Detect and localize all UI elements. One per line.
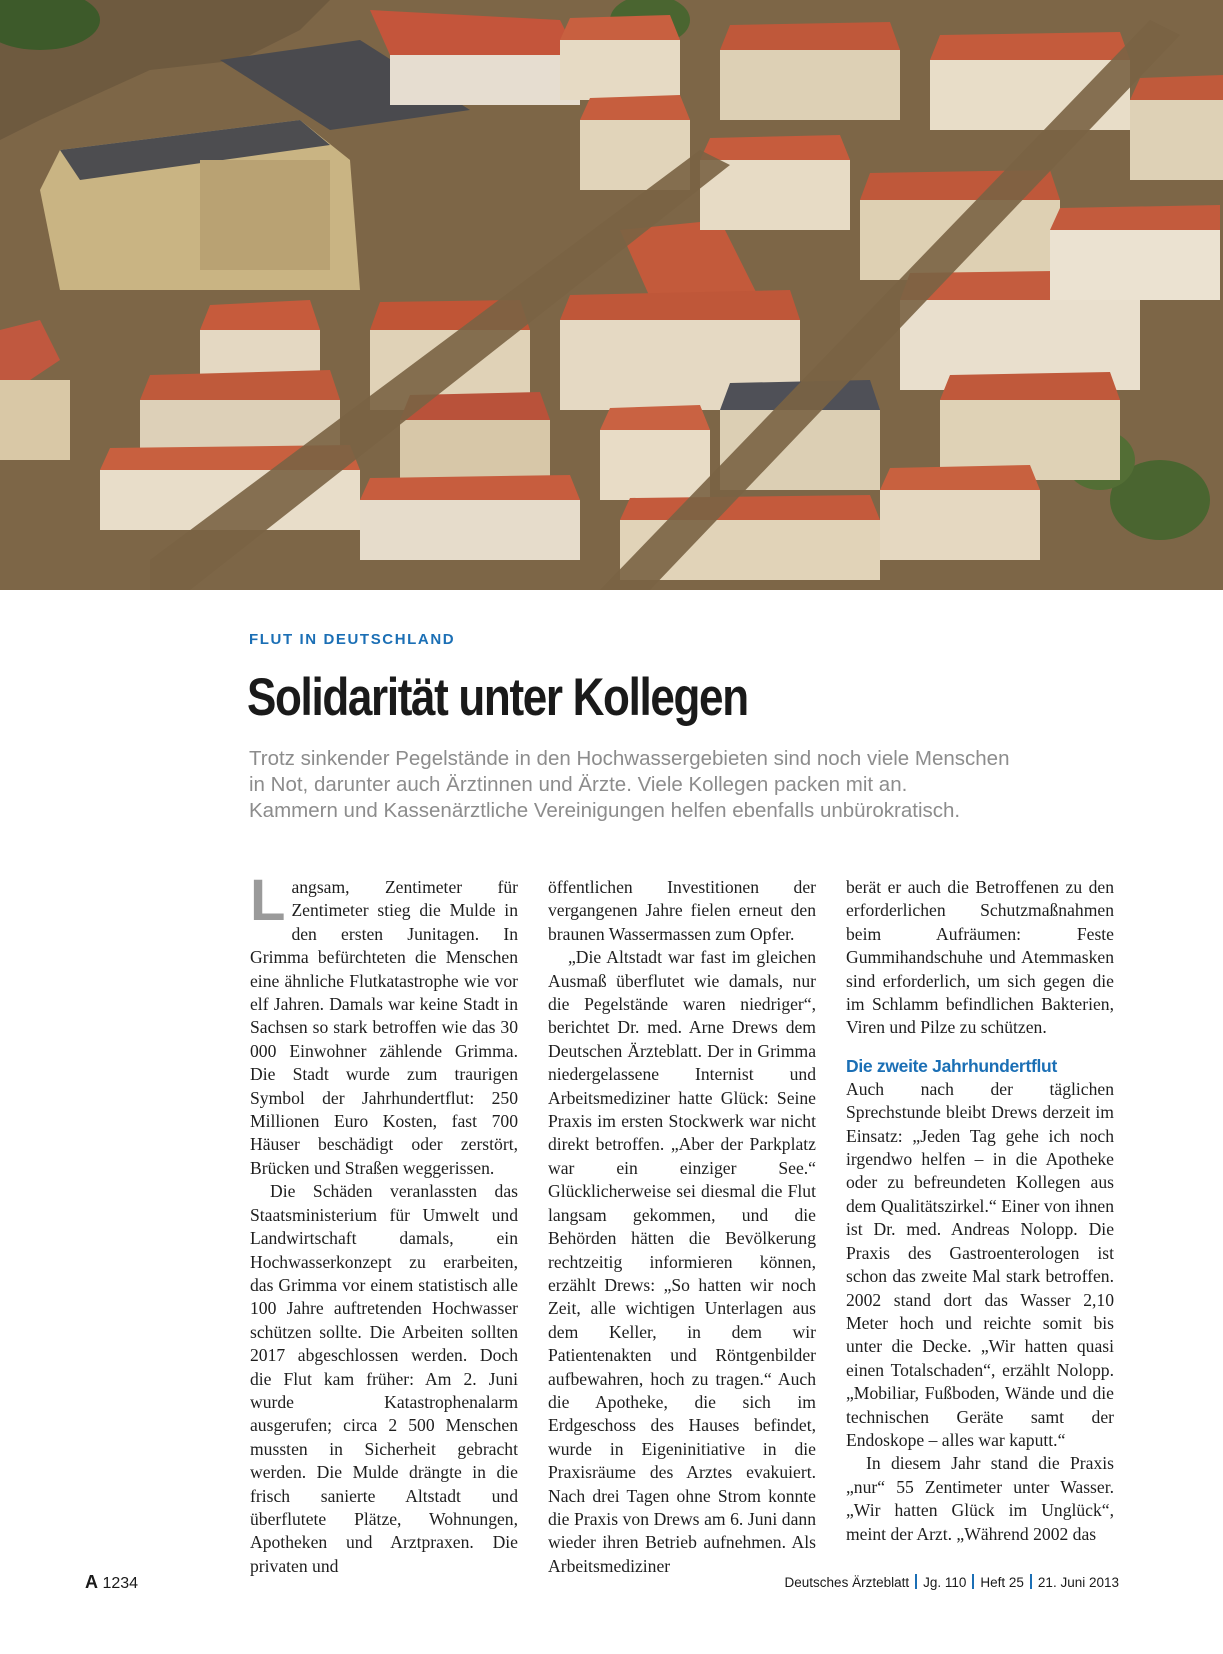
kicker-label: FLUT IN DEUTSCHLAND [249,631,456,648]
text-column-1 [250,868,518,1578]
text-column-3 [846,876,1114,1546]
lead-line: Kammern und Kassenärztliche Vereinigungen helfen ebenfalls unbürokratisch. [249,799,961,822]
article-headline: Solidarität unter Kollegen [247,668,748,727]
separator [915,1574,917,1589]
photo-illustration [0,0,1223,590]
page-number: 1234 [102,1575,139,1592]
lead-line: Trotz sinkender Pegelstände in den Hochwassergebieten sind noch viele Menschen [249,747,1010,770]
article-lead [249,746,1129,824]
drop-cap: L [250,868,286,933]
paragraph-text: angsam, Zentimeter für Zentimeter stieg die Mulde in den ersten Junitagen. In Grimma befürchteten die Menschen eine ähnliche Flutkatastrophe wie vor elf Jahren. Damals war keine Stadt in Sachsen so stark betroffen wie das 30 000 Einwohner zählende Grimma. Die Stadt wurde zum traurigen Symbol der Jahrhundertflut: 250 Millionen Euro Kosten, fast 700 Häuser beschädigt oder zerstört, Brücken und Straßen weggerissen. [250,877,518,1178]
journal-citation [785,1574,1119,1590]
journal-date: 21. Juni 2013 [1037,1575,1119,1590]
lead-line: in Not, darunter auch Ärztinnen und Ärzte. Viele Kollegen packen mit an. [249,773,908,796]
paragraph: In diesem Jahr stand die Praxis „nur“ 55 Zentimeter unter Wasser. „Wir hatten Glück im Unglück“, meint der Arzt. „Während 2002 das [846,1453,1114,1544]
folio-letter: A [85,1572,98,1592]
paragraph: Die Schäden veranlassten das Staatsministerium für Umwelt und Landwirtschaft damals, ein Hochwasserkonzept zu erarbeiten, das Grimma vor einem statistisch alle 100 Jahre auftretenden Hochwasser schützen sollte. Die Arbeiten sollten 2017 abgeschlossen werden. Doch die Flut kam früher: Am 2. Juni wurde Katastrophenalarm ausgerufen; circa 2 500 Menschen mussten in Sicherheit gebracht werden. Die Mulde drängte in die frisch sanierte Altstadt und überflutete Plätze, Wohnungen, Apotheken und Arztpraxen. Die privaten und [250,1181,518,1576]
flood-aerial-photo [0,0,1223,590]
separator [972,1574,974,1589]
journal-name: Deutsches Ärzteblatt [784,1575,910,1590]
journal-issue: Heft 25 [980,1575,1024,1590]
paragraph: Auch nach der täglichen Sprechstunde bleibt Drews derzeit im Einsatz: „Jeden Tag gehe ich noch irgendwo helfen – in die Apotheke oder zu befreundeten Kollegen aus dem Qualitätszirkel.“ Einer von ihnen ist Dr. med. Andreas Nolopp. Die Praxis des Gastroenterologen ist schon das zweite Mal stark betroffen. 2002 stand dort das Wasser 2,10 Meter hoch und reichte somit bis unter die Decke. „Wir hatten quasi einen Totalschaden“, erzählt Nolopp. „Mobiliar, Fußboden, Wände und die technischen Geräte samt der Endoskope – alles war kaputt.“ [846,1078,1114,1450]
separator [1030,1574,1032,1589]
paragraph: öffentlichen Investitionen der vergangenen Jahre fielen erneut den braunen Wassermassen zum Opfer. [548,877,816,944]
journal-volume: Jg. 110 [923,1575,967,1590]
paragraph: berät er auch die Betroffenen zu den erforderlichen Schutzmaßnahmen beim Aufräumen: Feste Gummihandschuhe und Atemmasken sind erforderlich, um sich gegen die im Schlamm befindlichen Bakterien, Viren und Pilze zu schützen. [846,877,1114,1038]
section-subhead: Die zweite Jahrhundertflut [846,1055,1057,1076]
page-folio [85,1572,138,1593]
paragraph [250,868,518,1180]
text-column-2 [548,876,816,1578]
paragraph: „Die Altstadt war fast im gleichen Ausmaß überflutet wie damals, nur die Pegelstände waren niedriger“, berichtet Dr. med. Arne Drews dem Deutschen Ärzteblatt. Der in Grimma niedergelassene Internist und Arbeitsmediziner hatte Glück: Seine Praxis im ersten Stockwerk war nicht direkt betroffen. „Aber der Parkplatz war ein einziger See.“ Glücklicherweise sei diesmal die Flut langsam gekommen, und die Behörden hätten die Bevölkerung rechtzeitig informieren können, erzählt Drews: „So hatten wir noch Zeit, alle wichtigen Unterlagen aus dem Keller, in dem wir Patientenakten und Röntgenbilder aufbewahren, hoch zu tragen.“ Auch die Apotheke, die sich im Erdgeschoss des Hauses befindet, wurde in Eigeninitiative in die Praxisräume des Arztes evakuiert. Nach drei Tagen ohne Strom konnte die Praxis von Drews am 6. Juni dann wieder ihren Betrieb aufnehmen. Als Arbeitsmediziner [548,947,816,1576]
